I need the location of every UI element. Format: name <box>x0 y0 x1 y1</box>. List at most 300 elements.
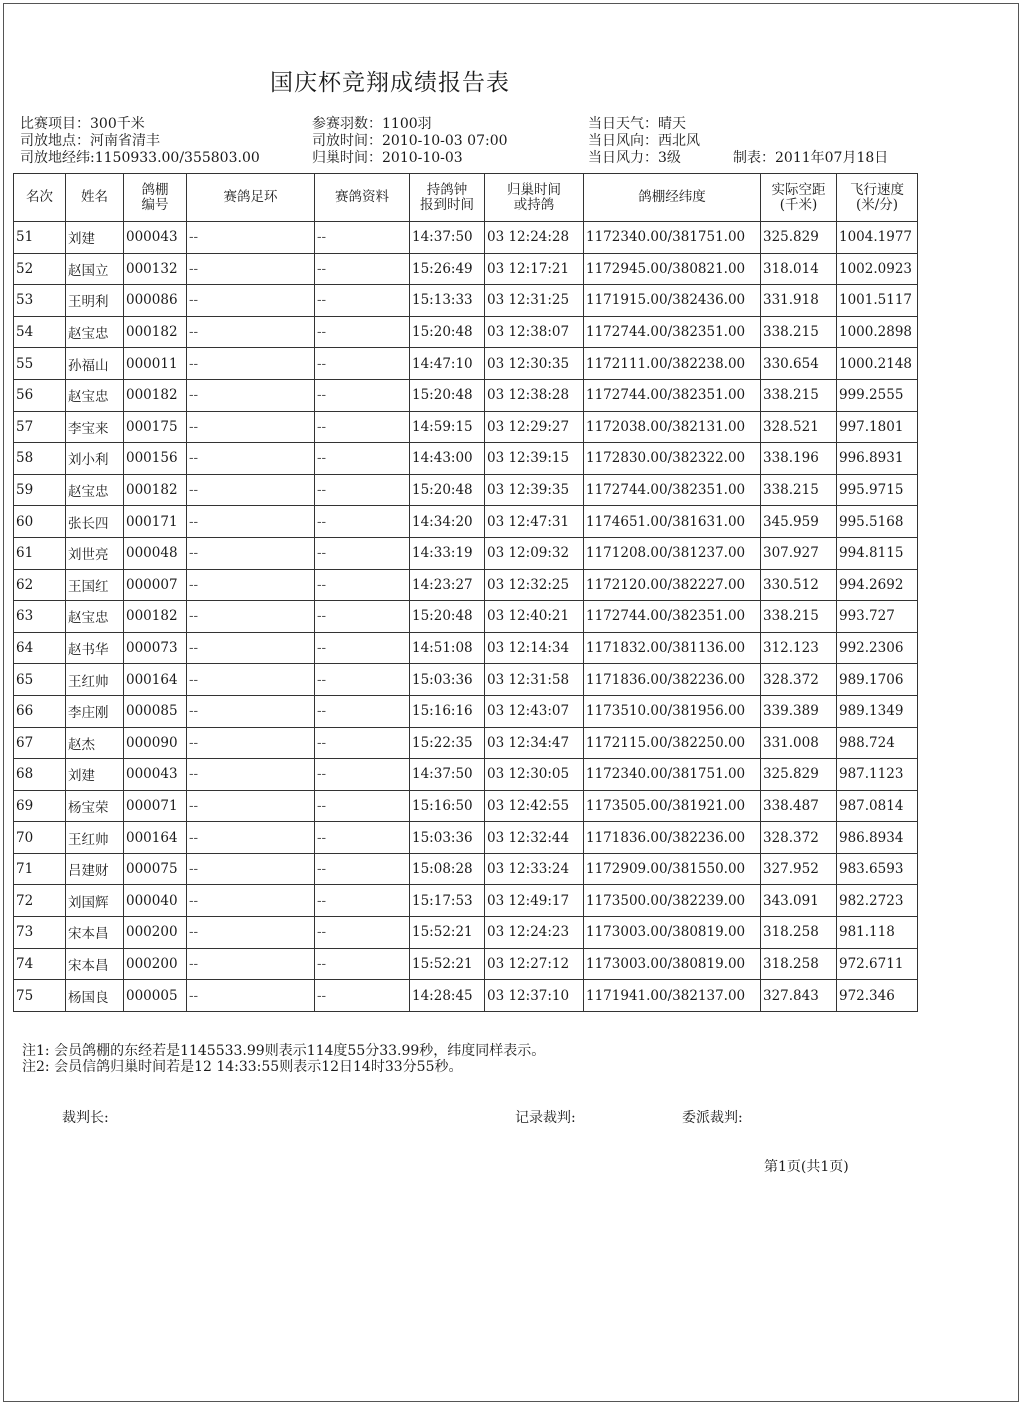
table-row <box>14 443 918 475</box>
distance-cell: 318.258 <box>761 948 837 980</box>
return-time-cell: 03 12:27:12 <box>485 948 584 980</box>
return-time-cell: 03 12:31:25 <box>485 285 584 317</box>
distance-cell: 307.927 <box>761 537 837 569</box>
ring-cell: -- <box>187 537 315 569</box>
distance-cell: 312.123 <box>761 632 837 664</box>
table-row <box>14 285 918 317</box>
column-header: 归巢时间 或持鸽 <box>485 174 584 222</box>
rank-cell: 63 <box>14 601 66 633</box>
rank-cell: 58 <box>14 443 66 475</box>
clock-time-cell: 14:34:20 <box>410 506 485 538</box>
coordinates-cell: 1172038.00/382131.00 <box>584 411 761 443</box>
name-cell: 杨宝荣 <box>66 790 124 822</box>
distance-cell: 325.829 <box>761 222 837 254</box>
coordinates-cell: 1172340.00/381751.00 <box>584 759 761 791</box>
loft-id-cell: 000005 <box>124 980 187 1012</box>
table-row <box>14 411 918 443</box>
clock-time-cell: 15:26:49 <box>410 253 485 285</box>
table-row <box>14 917 918 949</box>
race-info-left <box>20 116 260 167</box>
distance-cell: 338.196 <box>761 443 837 475</box>
distance-cell: 338.215 <box>761 601 837 633</box>
clock-time-cell: 15:08:28 <box>410 853 485 885</box>
rank-cell: 72 <box>14 885 66 917</box>
speed-cell: 983.6593 <box>837 853 918 885</box>
speed-cell: 989.1349 <box>837 695 918 727</box>
notes <box>22 1043 545 1075</box>
ring-cell: -- <box>187 443 315 475</box>
loft-id-cell: 000090 <box>124 727 187 759</box>
return-time-cell: 03 12:49:17 <box>485 885 584 917</box>
clock-time-cell: 15:13:33 <box>410 285 485 317</box>
return-time-cell: 03 12:47:31 <box>485 506 584 538</box>
info-cell: -- <box>315 443 410 475</box>
distance-cell: 338.487 <box>761 790 837 822</box>
clock-time-cell: 15:20:48 <box>410 379 485 411</box>
info-cell: -- <box>315 285 410 317</box>
loft-id-cell: 000007 <box>124 569 187 601</box>
name-cell: 刘建 <box>66 222 124 254</box>
coordinates-cell: 1173505.00/381921.00 <box>584 790 761 822</box>
info-cell: -- <box>315 853 410 885</box>
coordinates-cell: 1172830.00/382322.00 <box>584 443 761 475</box>
ring-cell: -- <box>187 253 315 285</box>
table-row <box>14 664 918 696</box>
return-time-cell: 03 12:39:35 <box>485 474 584 506</box>
speed-cell: 1000.2898 <box>837 316 918 348</box>
speed-cell: 1002.0923 <box>837 253 918 285</box>
rank-cell: 60 <box>14 506 66 538</box>
column-header: 飞行速度 (米/分) <box>837 174 918 222</box>
clock-time-cell: 14:51:08 <box>410 632 485 664</box>
table-row <box>14 348 918 380</box>
loft-id-cell: 000075 <box>124 853 187 885</box>
name-cell: 赵宝忠 <box>66 379 124 411</box>
rank-cell: 73 <box>14 917 66 949</box>
table-row <box>14 253 918 285</box>
return-time-cell: 03 12:42:55 <box>485 790 584 822</box>
coordinates-cell: 1172340.00/381751.00 <box>584 222 761 254</box>
ring-cell: -- <box>187 822 315 854</box>
info-cell: -- <box>315 569 410 601</box>
loft-id-cell: 000011 <box>124 348 187 380</box>
results-table <box>13 173 918 1012</box>
name-cell: 孙福山 <box>66 348 124 380</box>
loft-id-cell: 000132 <box>124 253 187 285</box>
return-time-cell: 03 12:31:58 <box>485 664 584 696</box>
info-cell: -- <box>315 222 410 254</box>
info-cell: -- <box>315 253 410 285</box>
clock-time-cell: 14:23:27 <box>410 569 485 601</box>
distance-cell: 331.918 <box>761 285 837 317</box>
ring-cell: -- <box>187 853 315 885</box>
distance-cell: 328.372 <box>761 664 837 696</box>
speed-cell: 1000.2148 <box>837 348 918 380</box>
loft-id-cell: 000071 <box>124 790 187 822</box>
clock-time-cell: 15:52:21 <box>410 948 485 980</box>
rank-cell: 62 <box>14 569 66 601</box>
return-time-cell: 03 12:32:44 <box>485 822 584 854</box>
rank-cell: 65 <box>14 664 66 696</box>
return-time-cell: 03 12:29:27 <box>485 411 584 443</box>
ring-cell: -- <box>187 632 315 664</box>
loft-id-cell: 000085 <box>124 695 187 727</box>
return-time-cell: 03 12:40:21 <box>485 601 584 633</box>
ring-cell: -- <box>187 980 315 1012</box>
table-row <box>14 222 918 254</box>
return-time-cell: 03 12:39:15 <box>485 443 584 475</box>
name-cell: 杨国良 <box>66 980 124 1012</box>
name-cell: 吕建财 <box>66 853 124 885</box>
name-cell: 刘世亮 <box>66 537 124 569</box>
coordinates-cell: 1174651.00/381631.00 <box>584 506 761 538</box>
ring-cell: -- <box>187 316 315 348</box>
ring-cell: -- <box>187 727 315 759</box>
chief-judge-label: 裁判长: <box>62 1110 109 1126</box>
coordinates-cell: 1171915.00/382436.00 <box>584 285 761 317</box>
wind-force: 当日风力：3级 <box>588 150 681 166</box>
made-date: 制表：2011年07月18日 <box>733 150 889 166</box>
name-cell: 王国红 <box>66 569 124 601</box>
ring-cell: -- <box>187 285 315 317</box>
ring-cell: -- <box>187 569 315 601</box>
ring-cell: -- <box>187 379 315 411</box>
distance-cell: 345.959 <box>761 506 837 538</box>
table-row <box>14 790 918 822</box>
coordinates-cell: 1172909.00/381550.00 <box>584 853 761 885</box>
speed-cell: 995.5168 <box>837 506 918 538</box>
column-header: 赛鸽资料 <box>315 174 410 222</box>
distance-cell: 318.014 <box>761 253 837 285</box>
name-cell: 李庄刚 <box>66 695 124 727</box>
coordinates-cell: 1172744.00/382351.00 <box>584 601 761 633</box>
loft-id-cell: 000182 <box>124 601 187 633</box>
loft-id-cell: 000073 <box>124 632 187 664</box>
report-title: 国庆杯竞翔成绩报告表 <box>270 70 510 96</box>
speed-cell: 986.8934 <box>837 822 918 854</box>
loft-id-cell: 000182 <box>124 474 187 506</box>
race-event: 比赛项目：300千米 <box>20 116 145 132</box>
rank-cell: 51 <box>14 222 66 254</box>
name-cell: 赵宝忠 <box>66 316 124 348</box>
name-cell: 刘小利 <box>66 443 124 475</box>
clock-time-cell: 15:20:48 <box>410 316 485 348</box>
table-row <box>14 695 918 727</box>
ring-cell: -- <box>187 759 315 791</box>
rank-cell: 59 <box>14 474 66 506</box>
name-cell: 刘国辉 <box>66 885 124 917</box>
coordinates-cell: 1171941.00/382137.00 <box>584 980 761 1012</box>
column-header: 实际空距 (千米) <box>761 174 837 222</box>
return-time-cell: 03 12:14:34 <box>485 632 584 664</box>
info-cell: -- <box>315 506 410 538</box>
ring-cell: -- <box>187 474 315 506</box>
wind-direction: 当日风向：西北风 <box>588 133 700 149</box>
info-cell: -- <box>315 980 410 1012</box>
release-coordinates: 司放地经纬:1150933.00/355803.00 <box>20 150 260 166</box>
speed-cell: 988.724 <box>837 727 918 759</box>
info-cell: -- <box>315 948 410 980</box>
table-row <box>14 632 918 664</box>
rank-cell: 56 <box>14 379 66 411</box>
info-cell: -- <box>315 379 410 411</box>
return-time-cell: 03 12:09:32 <box>485 537 584 569</box>
page-number: 第1页(共1页) <box>764 1159 849 1175</box>
ring-cell: -- <box>187 790 315 822</box>
loft-id-cell: 000200 <box>124 917 187 949</box>
distance-cell: 338.215 <box>761 379 837 411</box>
info-cell: -- <box>315 727 410 759</box>
distance-cell: 325.829 <box>761 759 837 791</box>
name-cell: 王红帅 <box>66 822 124 854</box>
table-header-row <box>14 174 918 222</box>
coordinates-cell: 1173003.00/380819.00 <box>584 917 761 949</box>
coordinates-cell: 1172120.00/382227.00 <box>584 569 761 601</box>
table-row <box>14 822 918 854</box>
info-cell: -- <box>315 537 410 569</box>
loft-id-cell: 000156 <box>124 443 187 475</box>
ring-cell: -- <box>187 695 315 727</box>
table-row <box>14 506 918 538</box>
distance-cell: 330.512 <box>761 569 837 601</box>
name-cell: 赵宝忠 <box>66 601 124 633</box>
table-row <box>14 980 918 1012</box>
column-header: 赛鸽足环 <box>187 174 315 222</box>
rank-cell: 64 <box>14 632 66 664</box>
clock-time-cell: 15:16:50 <box>410 790 485 822</box>
distance-cell: 343.091 <box>761 885 837 917</box>
distance-cell: 331.008 <box>761 727 837 759</box>
speed-cell: 999.2555 <box>837 379 918 411</box>
clock-time-cell: 15:22:35 <box>410 727 485 759</box>
loft-id-cell: 000043 <box>124 759 187 791</box>
distance-cell: 339.389 <box>761 695 837 727</box>
speed-cell: 989.1706 <box>837 664 918 696</box>
clock-time-cell: 15:20:48 <box>410 601 485 633</box>
rank-cell: 75 <box>14 980 66 1012</box>
name-cell: 赵宝忠 <box>66 474 124 506</box>
rank-cell: 69 <box>14 790 66 822</box>
distance-cell: 318.258 <box>761 917 837 949</box>
ring-cell: -- <box>187 948 315 980</box>
table-row <box>14 537 918 569</box>
speed-cell: 994.8115 <box>837 537 918 569</box>
return-time-cell: 03 12:30:05 <box>485 759 584 791</box>
loft-id-cell: 000175 <box>124 411 187 443</box>
return-date: 归巢时间：2010-10-03 <box>312 150 463 166</box>
name-cell: 王红帅 <box>66 664 124 696</box>
table-row <box>14 948 918 980</box>
coordinates-cell: 1172111.00/382238.00 <box>584 348 761 380</box>
clock-time-cell: 14:37:50 <box>410 759 485 791</box>
weather: 当日天气：晴天 <box>588 116 686 132</box>
coordinates-cell: 1172945.00/380821.00 <box>584 253 761 285</box>
coordinates-cell: 1171836.00/382236.00 <box>584 822 761 854</box>
speed-cell: 995.9715 <box>837 474 918 506</box>
info-cell: -- <box>315 822 410 854</box>
rank-cell: 66 <box>14 695 66 727</box>
rank-cell: 67 <box>14 727 66 759</box>
recorder-judge-label: 记录裁判: <box>515 1110 576 1126</box>
speed-cell: 982.2723 <box>837 885 918 917</box>
column-header: 姓名 <box>66 174 124 222</box>
rank-cell: 68 <box>14 759 66 791</box>
column-header: 持鸽钟 报到时间 <box>410 174 485 222</box>
ring-cell: -- <box>187 664 315 696</box>
loft-id-cell: 000043 <box>124 222 187 254</box>
release-time: 司放时间：2010-10-03 07:00 <box>312 133 508 149</box>
info-cell: -- <box>315 348 410 380</box>
table-row <box>14 853 918 885</box>
clock-time-cell: 14:47:10 <box>410 348 485 380</box>
loft-id-cell: 000040 <box>124 885 187 917</box>
info-cell: -- <box>315 474 410 506</box>
info-cell: -- <box>315 885 410 917</box>
speed-cell: 996.8931 <box>837 443 918 475</box>
coordinates-cell: 1172744.00/382351.00 <box>584 379 761 411</box>
rank-cell: 71 <box>14 853 66 885</box>
entry-count: 参赛羽数：1100羽 <box>312 116 432 132</box>
speed-cell: 972.6711 <box>837 948 918 980</box>
ring-cell: -- <box>187 917 315 949</box>
return-time-cell: 03 12:43:07 <box>485 695 584 727</box>
distance-cell: 328.372 <box>761 822 837 854</box>
clock-time-cell: 15:20:48 <box>410 474 485 506</box>
ring-cell: -- <box>187 601 315 633</box>
info-cell: -- <box>315 411 410 443</box>
distance-cell: 327.952 <box>761 853 837 885</box>
speed-cell: 987.1123 <box>837 759 918 791</box>
rank-cell: 70 <box>14 822 66 854</box>
return-time-cell: 03 12:33:24 <box>485 853 584 885</box>
clock-time-cell: 14:33:19 <box>410 537 485 569</box>
clock-time-cell: 14:37:50 <box>410 222 485 254</box>
info-cell: -- <box>315 790 410 822</box>
clock-time-cell: 14:43:00 <box>410 443 485 475</box>
clock-time-cell: 15:17:53 <box>410 885 485 917</box>
info-cell: -- <box>315 664 410 696</box>
speed-cell: 992.2306 <box>837 632 918 664</box>
return-time-cell: 03 12:30:35 <box>485 348 584 380</box>
loft-id-cell: 000086 <box>124 285 187 317</box>
rank-cell: 57 <box>14 411 66 443</box>
clock-time-cell: 15:03:36 <box>410 822 485 854</box>
clock-time-cell: 15:52:21 <box>410 917 485 949</box>
info-cell: -- <box>315 917 410 949</box>
return-time-cell: 03 12:38:07 <box>485 316 584 348</box>
info-cell: -- <box>315 759 410 791</box>
rank-cell: 55 <box>14 348 66 380</box>
speed-cell: 981.118 <box>837 917 918 949</box>
speed-cell: 993.727 <box>837 601 918 633</box>
clock-time-cell: 15:03:36 <box>410 664 485 696</box>
name-cell: 赵书华 <box>66 632 124 664</box>
loft-id-cell: 000171 <box>124 506 187 538</box>
table-row <box>14 727 918 759</box>
info-cell: -- <box>315 632 410 664</box>
loft-id-cell: 000164 <box>124 664 187 696</box>
coordinates-cell: 1172744.00/382351.00 <box>584 316 761 348</box>
ring-cell: -- <box>187 885 315 917</box>
ring-cell: -- <box>187 222 315 254</box>
name-cell: 王明利 <box>66 285 124 317</box>
return-time-cell: 03 12:34:47 <box>485 727 584 759</box>
table-row <box>14 316 918 348</box>
return-time-cell: 03 12:24:23 <box>485 917 584 949</box>
return-time-cell: 03 12:38:28 <box>485 379 584 411</box>
table-body <box>14 222 918 1012</box>
rank-cell: 52 <box>14 253 66 285</box>
coordinates-cell: 1173510.00/381956.00 <box>584 695 761 727</box>
info-cell: -- <box>315 601 410 633</box>
release-location: 司放地点：河南省清丰 <box>20 133 160 149</box>
column-header: 鸽棚 编号 <box>124 174 187 222</box>
coordinates-cell: 1173500.00/382239.00 <box>584 885 761 917</box>
name-cell: 张长四 <box>66 506 124 538</box>
table-row <box>14 379 918 411</box>
race-info-right <box>588 116 700 167</box>
clock-time-cell: 15:16:16 <box>410 695 485 727</box>
speed-cell: 994.2692 <box>837 569 918 601</box>
coordinates-cell: 1171832.00/381136.00 <box>584 632 761 664</box>
name-cell: 宋本昌 <box>66 917 124 949</box>
loft-id-cell: 000182 <box>124 316 187 348</box>
coordinates-cell: 1173003.00/380819.00 <box>584 948 761 980</box>
ring-cell: -- <box>187 348 315 380</box>
rank-cell: 74 <box>14 948 66 980</box>
info-cell: -- <box>315 695 410 727</box>
ring-cell: -- <box>187 411 315 443</box>
speed-cell: 972.346 <box>837 980 918 1012</box>
info-cell: -- <box>315 316 410 348</box>
speed-cell: 987.0814 <box>837 790 918 822</box>
clock-time-cell: 14:59:15 <box>410 411 485 443</box>
race-info-middle <box>312 116 508 167</box>
column-header: 鸽棚经纬度 <box>584 174 761 222</box>
rank-cell: 53 <box>14 285 66 317</box>
name-cell: 刘建 <box>66 759 124 791</box>
distance-cell: 338.215 <box>761 474 837 506</box>
return-time-cell: 03 12:17:21 <box>485 253 584 285</box>
speed-cell: 1004.1977 <box>837 222 918 254</box>
return-time-cell: 03 12:24:28 <box>485 222 584 254</box>
table-row <box>14 759 918 791</box>
table-row <box>14 601 918 633</box>
clock-time-cell: 14:28:45 <box>410 980 485 1012</box>
delegate-judge-label: 委派裁判: <box>682 1110 743 1126</box>
rank-cell: 61 <box>14 537 66 569</box>
coordinates-cell: 1171208.00/381237.00 <box>584 537 761 569</box>
ring-cell: -- <box>187 506 315 538</box>
distance-cell: 328.521 <box>761 411 837 443</box>
rank-cell: 54 <box>14 316 66 348</box>
loft-id-cell: 000048 <box>124 537 187 569</box>
name-cell: 李宝来 <box>66 411 124 443</box>
name-cell: 宋本昌 <box>66 948 124 980</box>
table-row <box>14 569 918 601</box>
name-cell: 赵杰 <box>66 727 124 759</box>
loft-id-cell: 000164 <box>124 822 187 854</box>
column-header: 名次 <box>14 174 66 222</box>
coordinates-cell: 1172115.00/382250.00 <box>584 727 761 759</box>
distance-cell: 330.654 <box>761 348 837 380</box>
return-time-cell: 03 12:32:25 <box>485 569 584 601</box>
table-row <box>14 474 918 506</box>
name-cell: 赵国立 <box>66 253 124 285</box>
return-time-cell: 03 12:37:10 <box>485 980 584 1012</box>
note-2: 注2: 会员信鸽归巢时间若是12 14:33:55则表示12日14时33分55秒。 <box>22 1059 463 1075</box>
loft-id-cell: 000200 <box>124 948 187 980</box>
